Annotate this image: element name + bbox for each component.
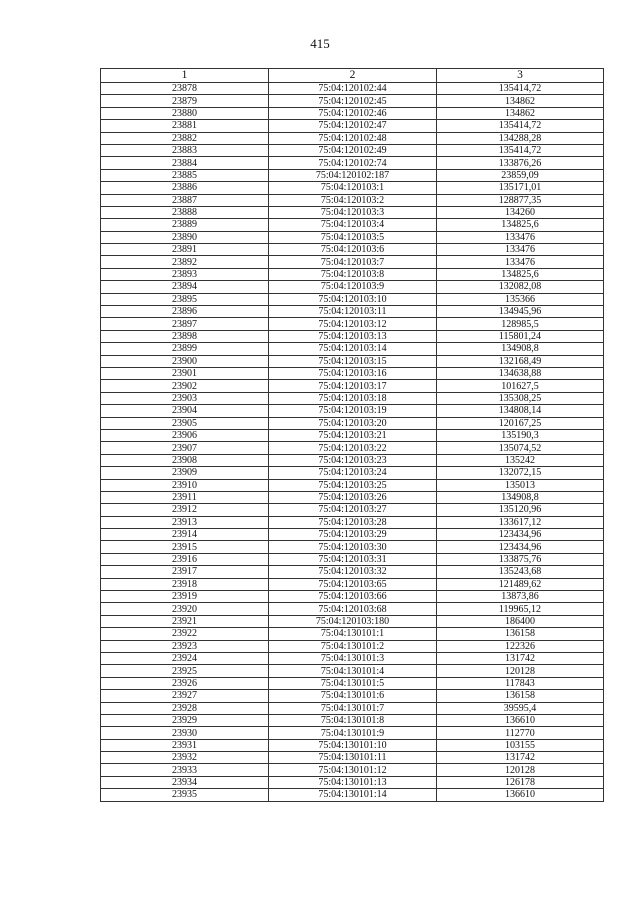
value-cell: 134908,8 (437, 343, 604, 355)
cadastral-number-cell: 75:04:130101:13 (269, 776, 437, 788)
table-row (101, 789, 604, 801)
value-cell: 120128 (437, 665, 604, 677)
value-cell: 135414,72 (437, 120, 604, 132)
table-row (101, 120, 604, 132)
value-cell: 134825,6 (437, 268, 604, 280)
cadastral-number-cell: 75:04:120103:66 (269, 591, 437, 603)
table-row (101, 529, 604, 541)
table-row (101, 231, 604, 243)
row-number-cell: 23923 (101, 640, 269, 652)
row-number-cell: 23935 (101, 789, 269, 801)
cadastral-number-cell: 75:04:120103:3 (269, 206, 437, 218)
table-row (101, 752, 604, 764)
value-cell: 123434,96 (437, 529, 604, 541)
table-body (101, 83, 604, 802)
table-row (101, 429, 604, 441)
row-number-cell: 23906 (101, 429, 269, 441)
table-row (101, 615, 604, 627)
cadastral-number-cell: 75:04:120103:15 (269, 355, 437, 367)
value-cell: 135190,3 (437, 429, 604, 441)
value-cell: 120167,25 (437, 417, 604, 429)
row-number-cell: 23886 (101, 182, 269, 194)
value-cell: 136610 (437, 714, 604, 726)
value-cell: 13873,86 (437, 591, 604, 603)
table-row (101, 107, 604, 119)
value-cell: 135414,72 (437, 144, 604, 156)
row-number-cell: 23903 (101, 392, 269, 404)
row-number-cell: 23910 (101, 479, 269, 491)
cadastral-number-cell: 75:04:120103:18 (269, 392, 437, 404)
cadastral-number-cell: 75:04:120103:68 (269, 603, 437, 615)
table-row (101, 194, 604, 206)
table-row (101, 219, 604, 231)
table-row (101, 318, 604, 330)
cadastral-number-cell: 75:04:120103:14 (269, 343, 437, 355)
cadastral-number-cell: 75:04:120103:25 (269, 479, 437, 491)
table-header-row (101, 69, 604, 83)
table-row (101, 281, 604, 293)
value-cell: 135171,01 (437, 182, 604, 194)
row-number-cell: 23920 (101, 603, 269, 615)
row-number-cell: 23914 (101, 529, 269, 541)
value-cell: 103155 (437, 739, 604, 751)
table-row (101, 405, 604, 417)
value-cell: 120128 (437, 764, 604, 776)
table-row (101, 665, 604, 677)
table-row (101, 566, 604, 578)
table-row (101, 268, 604, 280)
value-cell: 131742 (437, 752, 604, 764)
table-row (101, 417, 604, 429)
table-row (101, 144, 604, 156)
table-row (101, 132, 604, 144)
cadastral-number-cell: 75:04:120103:21 (269, 429, 437, 441)
table-row (101, 256, 604, 268)
cadastral-number-cell: 75:04:120102:49 (269, 144, 437, 156)
table-row (101, 677, 604, 689)
column-header-3: 3 (437, 69, 604, 83)
row-number-cell: 23919 (101, 591, 269, 603)
table-row (101, 479, 604, 491)
row-number-cell: 23893 (101, 268, 269, 280)
page-number: 415 (310, 36, 330, 51)
value-cell: 122326 (437, 640, 604, 652)
row-number-cell: 23924 (101, 652, 269, 664)
table-row (101, 306, 604, 318)
value-cell: 112770 (437, 727, 604, 739)
cadastral-number-cell: 75:04:120103:180 (269, 615, 437, 627)
table-row (101, 330, 604, 342)
cadastral-number-cell: 75:04:130101:10 (269, 739, 437, 751)
table-row (101, 83, 604, 95)
cadastral-number-cell: 75:04:120103:32 (269, 566, 437, 578)
row-number-cell: 23878 (101, 83, 269, 95)
table-row (101, 454, 604, 466)
cadastral-number-cell: 75:04:130101:12 (269, 764, 437, 776)
table-row (101, 776, 604, 788)
value-cell: 121489,62 (437, 578, 604, 590)
table-row (101, 591, 604, 603)
row-number-cell: 23897 (101, 318, 269, 330)
value-cell: 132168,49 (437, 355, 604, 367)
value-cell: 134908,8 (437, 491, 604, 503)
table-row (101, 541, 604, 553)
value-cell: 135243,68 (437, 566, 604, 578)
table-row (101, 182, 604, 194)
row-number-cell: 23899 (101, 343, 269, 355)
table-row (101, 640, 604, 652)
row-number-cell: 23898 (101, 330, 269, 342)
row-number-cell: 23902 (101, 380, 269, 392)
cadastral-number-cell: 75:04:120103:6 (269, 244, 437, 256)
row-number-cell: 23904 (101, 405, 269, 417)
value-cell: 117843 (437, 677, 604, 689)
table-row (101, 355, 604, 367)
row-number-cell: 23912 (101, 504, 269, 516)
value-cell: 133876,26 (437, 157, 604, 169)
column-header-1: 1 (101, 69, 269, 83)
cadastral-number-cell: 75:04:120103:11 (269, 306, 437, 318)
table-row (101, 603, 604, 615)
cadastral-number-cell: 75:04:120103:19 (269, 405, 437, 417)
cadastral-number-cell: 75:04:120103:24 (269, 467, 437, 479)
table-row (101, 442, 604, 454)
cadastral-number-cell: 75:04:120103:9 (269, 281, 437, 293)
cadastral-number-cell: 75:04:120103:8 (269, 268, 437, 280)
cadastral-number-cell: 75:04:120102:47 (269, 120, 437, 132)
cadastral-number-cell: 75:04:130101:9 (269, 727, 437, 739)
row-number-cell: 23926 (101, 677, 269, 689)
row-number-cell: 23908 (101, 454, 269, 466)
table-row (101, 157, 604, 169)
cadastral-number-cell: 75:04:130101:5 (269, 677, 437, 689)
row-number-cell: 23931 (101, 739, 269, 751)
cadastral-number-cell: 75:04:130101:7 (269, 702, 437, 714)
table-row (101, 727, 604, 739)
row-number-cell: 23885 (101, 169, 269, 181)
row-number-cell: 23905 (101, 417, 269, 429)
cadastral-number-cell: 75:04:130101:6 (269, 690, 437, 702)
value-cell: 135120,96 (437, 504, 604, 516)
row-number-cell: 23929 (101, 714, 269, 726)
cadastral-number-cell: 75:04:120102:48 (269, 132, 437, 144)
table-row (101, 628, 604, 640)
row-number-cell: 23932 (101, 752, 269, 764)
cadastral-number-cell: 75:04:120102:44 (269, 83, 437, 95)
table-row (101, 702, 604, 714)
value-cell: 132072,15 (437, 467, 604, 479)
cadastral-number-cell: 75:04:120103:20 (269, 417, 437, 429)
value-cell: 134862 (437, 107, 604, 119)
row-number-cell: 23888 (101, 206, 269, 218)
row-number-cell: 23895 (101, 293, 269, 305)
table-row (101, 169, 604, 181)
row-number-cell: 23901 (101, 367, 269, 379)
row-number-cell: 23900 (101, 355, 269, 367)
cadastral-number-cell: 75:04:120103:22 (269, 442, 437, 454)
value-cell: 134808,14 (437, 405, 604, 417)
row-number-cell: 23884 (101, 157, 269, 169)
row-number-cell: 23887 (101, 194, 269, 206)
row-number-cell: 23921 (101, 615, 269, 627)
table-row (101, 343, 604, 355)
row-number-cell: 23879 (101, 95, 269, 107)
cadastral-number-cell: 75:04:120103:16 (269, 367, 437, 379)
table-row (101, 714, 604, 726)
cadastral-number-cell: 75:04:120102:45 (269, 95, 437, 107)
table-row (101, 467, 604, 479)
value-cell: 23859,09 (437, 169, 604, 181)
value-cell: 134825,6 (437, 219, 604, 231)
table-row (101, 293, 604, 305)
table-row (101, 380, 604, 392)
cadastral-number-cell: 75:04:120103:31 (269, 553, 437, 565)
table-row (101, 504, 604, 516)
value-cell: 133875,76 (437, 553, 604, 565)
cadastral-number-cell: 75:04:120103:1 (269, 182, 437, 194)
value-cell: 131742 (437, 652, 604, 664)
cadastral-number-cell: 75:04:120103:10 (269, 293, 437, 305)
cadastral-number-cell: 75:04:120103:23 (269, 454, 437, 466)
table-row (101, 392, 604, 404)
cadastral-number-cell: 75:04:120103:26 (269, 491, 437, 503)
value-cell: 133617,12 (437, 516, 604, 528)
row-number-cell: 23918 (101, 578, 269, 590)
value-cell: 119965,12 (437, 603, 604, 615)
table-row (101, 578, 604, 590)
table-row (101, 206, 604, 218)
row-number-cell: 23880 (101, 107, 269, 119)
value-cell: 128877,35 (437, 194, 604, 206)
row-number-cell: 23896 (101, 306, 269, 318)
value-cell: 134862 (437, 95, 604, 107)
value-cell: 126178 (437, 776, 604, 788)
cadastral-table (100, 68, 604, 802)
table-row (101, 367, 604, 379)
row-number-cell: 23892 (101, 256, 269, 268)
value-cell: 136158 (437, 628, 604, 640)
row-number-cell: 23922 (101, 628, 269, 640)
value-cell: 135013 (437, 479, 604, 491)
value-cell: 134260 (437, 206, 604, 218)
cadastral-number-cell: 75:04:120102:74 (269, 157, 437, 169)
cadastral-number-cell: 75:04:120102:187 (269, 169, 437, 181)
cadastral-number-cell: 75:04:130101:1 (269, 628, 437, 640)
value-cell: 133476 (437, 244, 604, 256)
table-row (101, 739, 604, 751)
table-row (101, 491, 604, 503)
value-cell: 123434,96 (437, 541, 604, 553)
row-number-cell: 23907 (101, 442, 269, 454)
value-cell: 132082,08 (437, 281, 604, 293)
value-cell: 135242 (437, 454, 604, 466)
value-cell: 135074,52 (437, 442, 604, 454)
value-cell: 134638,88 (437, 367, 604, 379)
cadastral-number-cell: 75:04:120103:12 (269, 318, 437, 330)
cadastral-number-cell: 75:04:130101:3 (269, 652, 437, 664)
row-number-cell: 23917 (101, 566, 269, 578)
table-row (101, 764, 604, 776)
row-number-cell: 23911 (101, 491, 269, 503)
row-number-cell: 23934 (101, 776, 269, 788)
value-cell: 134945,96 (437, 306, 604, 318)
value-cell: 133476 (437, 231, 604, 243)
table-row (101, 553, 604, 565)
row-number-cell: 23891 (101, 244, 269, 256)
value-cell: 135414,72 (437, 83, 604, 95)
row-number-cell: 23881 (101, 120, 269, 132)
cadastral-number-cell: 75:04:120102:46 (269, 107, 437, 119)
cadastral-number-cell: 75:04:120103:27 (269, 504, 437, 516)
column-header-2: 2 (269, 69, 437, 83)
cadastral-number-cell: 75:04:120103:7 (269, 256, 437, 268)
cadastral-number-cell: 75:04:120103:5 (269, 231, 437, 243)
row-number-cell: 23883 (101, 144, 269, 156)
row-number-cell: 23890 (101, 231, 269, 243)
value-cell: 135308,25 (437, 392, 604, 404)
cadastral-number-cell: 75:04:120103:30 (269, 541, 437, 553)
cadastral-number-cell: 75:04:130101:4 (269, 665, 437, 677)
cadastral-number-cell: 75:04:130101:8 (269, 714, 437, 726)
value-cell: 101627,5 (437, 380, 604, 392)
value-cell: 39595,4 (437, 702, 604, 714)
value-cell: 135366 (437, 293, 604, 305)
row-number-cell: 23913 (101, 516, 269, 528)
cadastral-number-cell: 75:04:120103:28 (269, 516, 437, 528)
row-number-cell: 23882 (101, 132, 269, 144)
table-row (101, 516, 604, 528)
cadastral-number-cell: 75:04:120103:4 (269, 219, 437, 231)
table-row (101, 244, 604, 256)
value-cell: 128985,5 (437, 318, 604, 330)
value-cell: 186400 (437, 615, 604, 627)
table-row (101, 690, 604, 702)
row-number-cell: 23915 (101, 541, 269, 553)
row-number-cell: 23894 (101, 281, 269, 293)
value-cell: 136158 (437, 690, 604, 702)
value-cell: 136610 (437, 789, 604, 801)
row-number-cell: 23925 (101, 665, 269, 677)
row-number-cell: 23928 (101, 702, 269, 714)
cadastral-number-cell: 75:04:130101:2 (269, 640, 437, 652)
cadastral-number-cell: 75:04:120103:65 (269, 578, 437, 590)
cadastral-number-cell: 75:04:130101:14 (269, 789, 437, 801)
row-number-cell: 23930 (101, 727, 269, 739)
row-number-cell: 23933 (101, 764, 269, 776)
table-row (101, 652, 604, 664)
cadastral-number-cell: 75:04:120103:13 (269, 330, 437, 342)
cadastral-number-cell: 75:04:130101:11 (269, 752, 437, 764)
table-row (101, 95, 604, 107)
cadastral-number-cell: 75:04:120103:2 (269, 194, 437, 206)
row-number-cell: 23889 (101, 219, 269, 231)
value-cell: 115801,24 (437, 330, 604, 342)
row-number-cell: 23909 (101, 467, 269, 479)
cadastral-number-cell: 75:04:120103:17 (269, 380, 437, 392)
cadastral-number-cell: 75:04:120103:29 (269, 529, 437, 541)
value-cell: 134288,28 (437, 132, 604, 144)
value-cell: 133476 (437, 256, 604, 268)
row-number-cell: 23916 (101, 553, 269, 565)
row-number-cell: 23927 (101, 690, 269, 702)
